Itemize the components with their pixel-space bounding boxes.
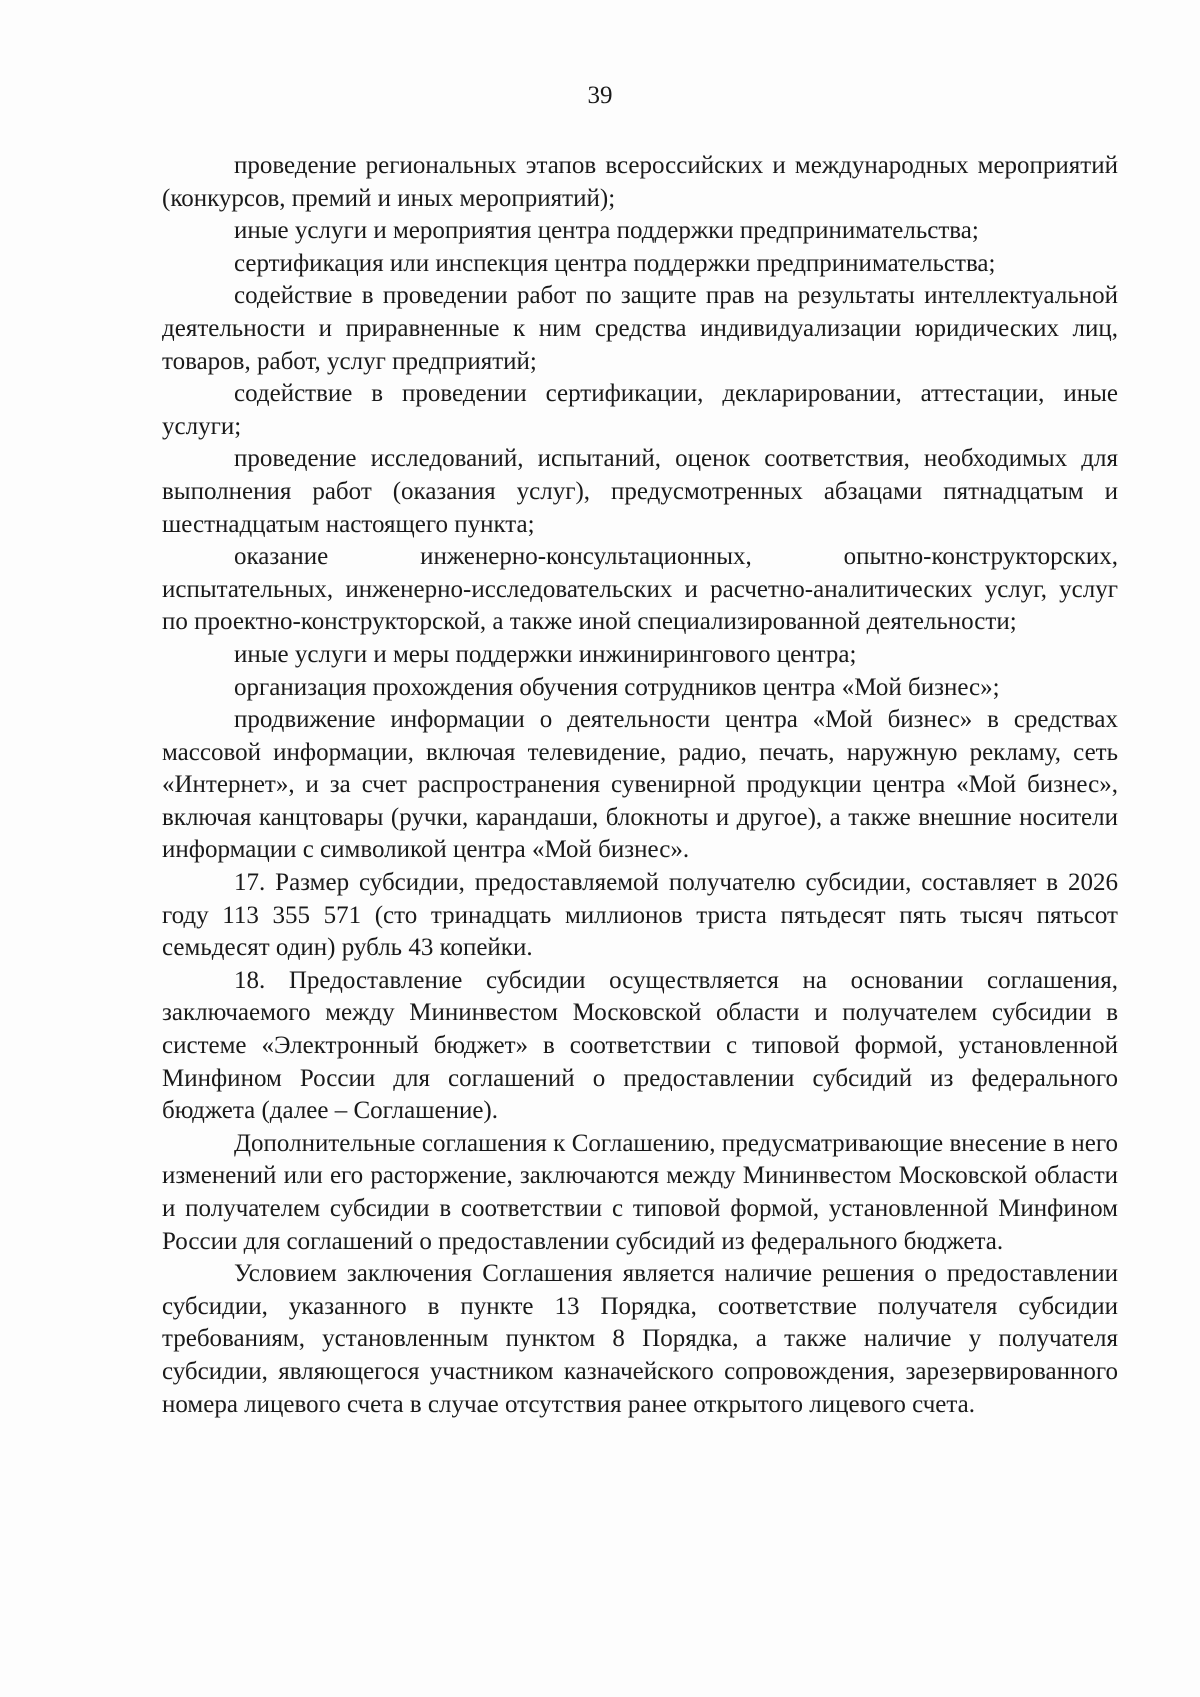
paragraph: продвижение информации о деятельности центра «Мой бизнес» в средствах массовой информации, включая телевидение, радио, печать, наружную рекламу, сеть «Интернет», и за счет распространения сувенирной продукции центра «Мой бизнес», включая канцтовары (ручки, карандаши, блокноты и другое), а также внешние носители информации с символикой центра «Мой бизнес». [162,706,1118,864]
paragraph: Дополнительные соглашения к Соглашению, предусматривающие внесение в него изменений или его расторжение, заключаются между Мининвестом Московской области и получателем субсидии в соответствии с типовой формой, установленной Минфином России для соглашений о предоставлении субсидий из федерального бюджета. [162,1129,1118,1255]
paragraph: содействие в проведении работ по защите прав на результаты интеллектуальной деятельности и приравненные к ним средства индивидуализации юридических лиц, товаров, работ, услуг предприятий; [162,282,1118,375]
paragraph: иные услуги и мероприятия центра поддержки предпринимательства; [234,217,979,245]
paragraph: Условием заключения Соглашения является наличие решения о предоставлении субсидии, указанного в пункте 13 Порядка, соответствие получателя субсидии требованиям, установленным пунктом 8 Порядка, а также наличие у получателя субсидии, являющегося участником казначейского сопровождения, зарезервированного номера лицевого счета в случае отсутствия ранее открытого лицевого счета. [162,1260,1118,1418]
paragraph: 18. Предоставление субсидии осуществляется на основании соглашения, заключаемого между Мининвестом Московской области и получателем субсидии в системе «Электронный бюджет» в соответствии с типовой формой, установленной Минфином России для соглашений о предоставлении субсидий из федерального бюджета (далее – Соглашение). [162,966,1118,1125]
paragraph: организация прохождения обучения сотрудников центра «Мой бизнес»; [234,673,1000,701]
paragraph: сертификация или инспекция центра поддержки предпринимательства; [234,249,996,277]
paragraph: иные услуги и меры поддержки инжинирингового центра; [234,640,857,668]
paragraph: проведение региональных этапов всероссийских и международных мероприятий (конкурсов, премий и иных мероприятий); [162,152,1118,212]
document-body [162,150,1118,1421]
paragraph: оказание инженерно-консультационных, опытно-конструкторских, испытательных, инженерно-исследовательских и расчетно-аналитических услуг, услуг по проектно-конструкторской, а также иной специализированной деятельности; [162,543,1118,636]
paragraph: проведение исследований, испытаний, оценок соответствия, необходимых для выполнения работ (оказания услуг), предусмотренных абзацами пятнадцатым и шестнадцатым настоящего пункта; [162,445,1118,538]
paragraph: 17. Размер субсидии, предоставляемой получателю субсидии, составляет в 2026 году 113 355 571 (сто тринадцать миллионов триста пятьдесят пять тысяч пятьсот семьдесят один) рубль 43 копейки. [162,869,1118,962]
paragraph: содействие в проведении сертификации, декларировании, аттестации, иные услуги; [162,380,1118,440]
page-number: 39 [587,82,613,109]
